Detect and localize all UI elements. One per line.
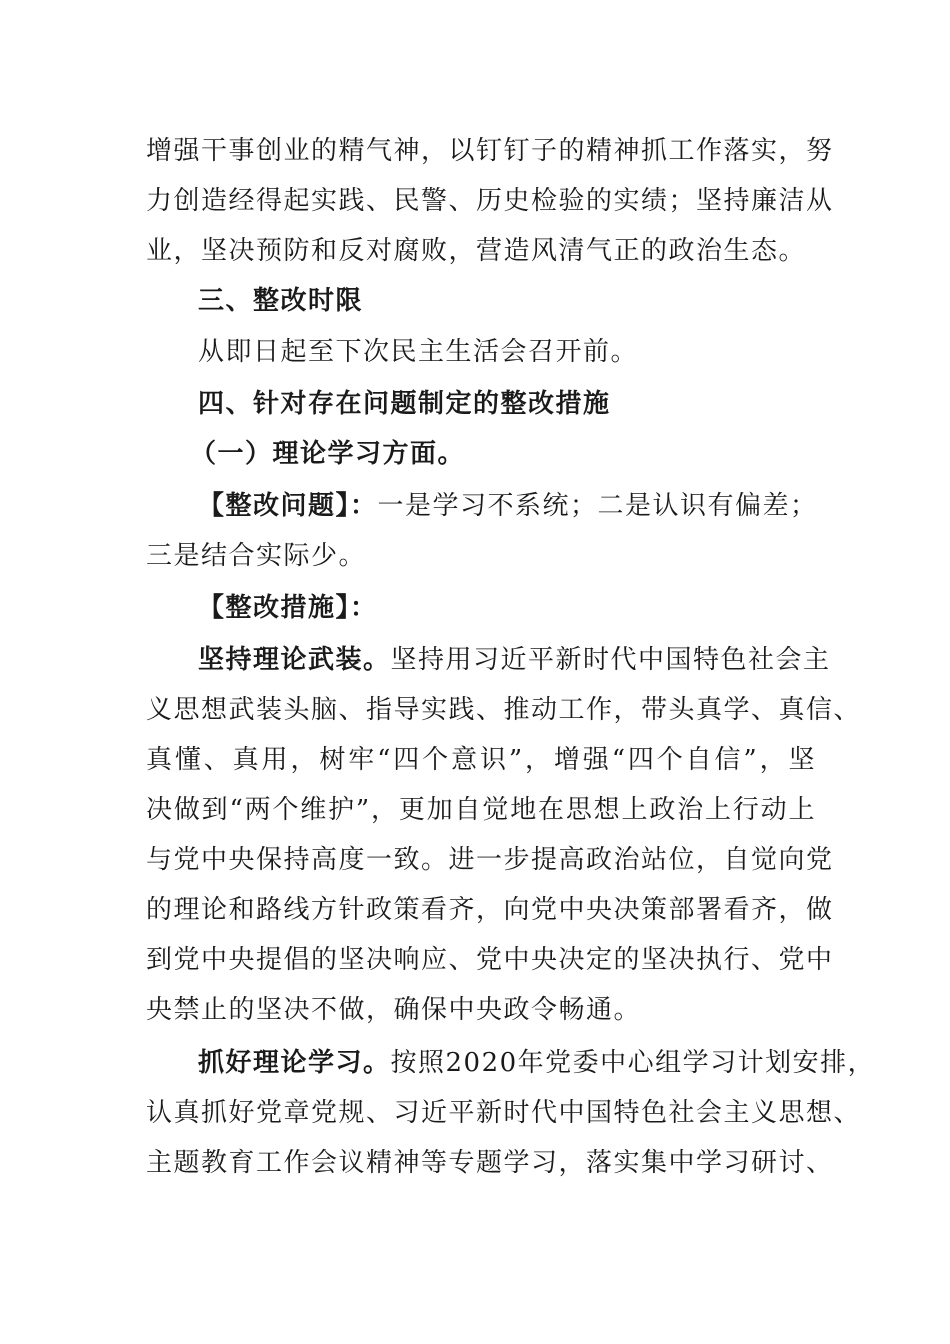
paragraph-line: 增强干事创业的精气神，以钉钉子的精神抓工作落实，努 (146, 136, 834, 166)
paragraph-line: 决做到“两个维护”，更加自觉地在思想上政治上行动上 (146, 795, 816, 825)
subsection-heading: （一）理论学习方面。 (190, 439, 466, 469)
paragraph-line: 从即日起至下次民主生活会召开前。 (198, 337, 639, 367)
paragraph-line: 的理论和路线方针政策看齐，向党中央决策部署看齐，做 (146, 895, 834, 925)
measure-title: 坚持理论武装。 (198, 645, 391, 675)
measure-text: 坚持用习近平新时代中国特色社会主 (390, 645, 831, 675)
measure-line (198, 640, 831, 680)
paragraph-line: 认真抓好党章党规、习近平新时代中国特色社会主义思想、 (146, 1098, 862, 1128)
paragraph-line: 三是结合实际少。 (146, 541, 367, 571)
problem-line (198, 486, 818, 526)
section-heading: 四、针对存在问题制定的整改措施 (198, 389, 611, 419)
paragraph-line: 业，坚决预防和反对腐败，营造风清气正的政治生态。 (146, 236, 807, 266)
measure-text: 按照2020年党委中心组学习计划安排， (390, 1048, 876, 1078)
problem-text: 一是学习不系统；二是认识有偏差； (377, 491, 818, 521)
paragraph-line: 力创造经得起实践、民警、历史检验的实绩；坚持廉洁从 (146, 186, 834, 216)
paragraph-line: 与党中央保持高度一致。进一步提高政治站位，自觉向党 (146, 845, 834, 875)
problem-label: 【整改问题】： (198, 491, 378, 521)
paragraph-line: 主题教育工作会议精神等专题学习，落实集中学习研讨、 (146, 1148, 834, 1178)
paragraph-line: 到党中央提倡的坚决响应、党中央决定的坚决执行、党中 (146, 945, 834, 975)
measure-title: 抓好理论学习。 (198, 1048, 391, 1078)
measure-line (198, 1043, 876, 1083)
paragraph-line: 央禁止的坚决不做，确保中央政令畅通。 (146, 995, 642, 1025)
paragraph-line: 义思想武装头脑、指导实践、推动工作，带头真学、真信、 (146, 695, 862, 725)
section-heading: 三、整改时限 (198, 286, 364, 316)
paragraph-line: 真懂、真用，树牢“四个意识”，增强“四个自信”，坚 (146, 745, 816, 775)
measures-label: 【整改措施】： (198, 593, 378, 623)
